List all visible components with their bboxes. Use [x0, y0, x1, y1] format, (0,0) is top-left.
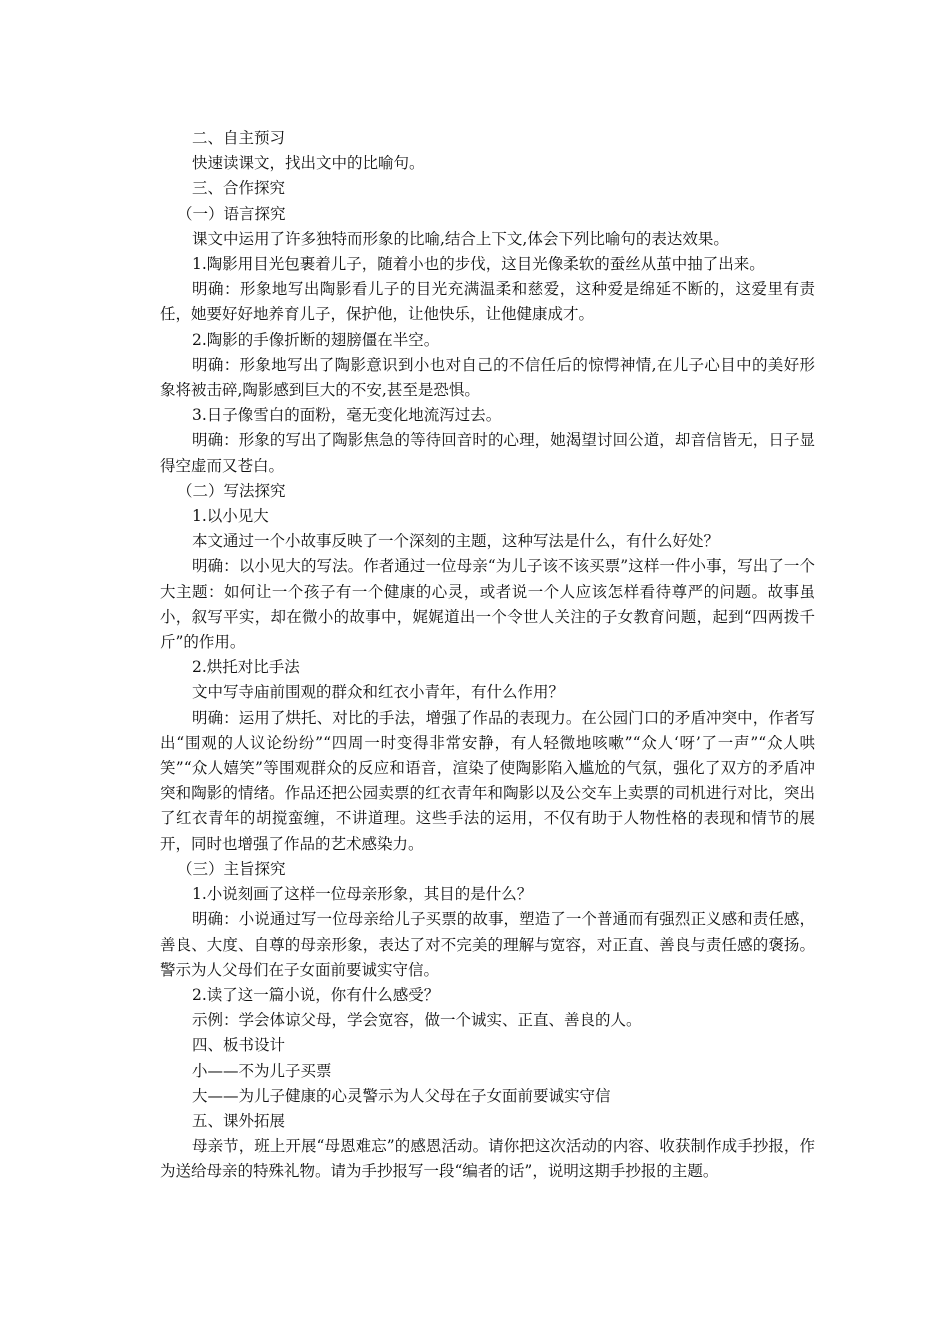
question-item: 2.陶影的手像折断的翅膀僵在半空。: [192, 330, 440, 349]
subsection-heading-writing: （二）写法探究: [177, 481, 286, 500]
paragraph: 本文通过一个小故事反映了一个深刻的主题，这种写法是什么，有什么好处？: [192, 532, 720, 551]
question-item: 2.烘托对比手法: [192, 658, 300, 677]
answer-paragraph: 明确：小说通过写一位母亲给儿子买票的故事，塑造了一个普通而有强烈正义感和责任感，善良、大度、自尊的母亲形象，表达了对不完美的理解与宽容，对正直、善良与责任感的褒扬。警示为人父母们在子女面前要诚实守信。: [160, 910, 815, 979]
board-line: 小——不为儿子买票: [192, 1061, 332, 1080]
paragraph: 快速读课文，找出文中的比喻句。: [192, 154, 425, 173]
example-paragraph: 示例：学会体谅父母，学会宽容，做一个诚实、正直、善良的人。: [192, 1011, 642, 1030]
section-heading-preview: 二、自主预习: [192, 129, 286, 147]
board-line: 大——为儿子健康的心灵警示为人父母在子女面前要诚实守信: [192, 1086, 611, 1105]
subsection-heading-language: （一）语言探究: [177, 204, 286, 223]
question-item: 1.小说刻画了这样一位母亲形象，其目的是什么？: [192, 885, 533, 904]
answer-paragraph: 明确：运用了烘托、对比的手法，增强了作品的表现力。在公园门口的矛盾冲突中，作者写出“围观的人议论纷纷”“四周一时变得非常安静，有人轻微地咳嗽”“众人‘呀’了一声”“众人哄笑”“众人嬉笑”等围观群众的反应和语音，渲染了使陶影陷入尴尬的气氛，强化了双方的矛盾冲突和陶影的情绪。作品还把公园卖票的红衣青年和陶影以及公交车上卖票的司机进行对比，突出了红衣青年的胡搅蛮缠，不讲道理。这些手法的运用，不仅有助于人物性格的表现和情节的展开，同时也增强了作品的艺术感染力。: [160, 708, 815, 853]
question-item: 1.以小见大: [192, 507, 269, 526]
question-item: 2.读了这一篇小说，你有什么感受？: [192, 985, 440, 1004]
subsection-heading-theme: （三）主旨探究: [177, 859, 286, 878]
paragraph: 文中写寺庙前围观的群众和红衣小青年，有什么作用？: [192, 683, 565, 702]
answer-paragraph: 明确：以小见大的写法。作者通过一位母亲“为儿子该不该买票”这样一件小事，写出了一个大主题：如何让一个孩子有一个健康的心灵，或者说一个人应该怎样看待尊严的问题。故事虽小，叙写平实，却在微小的故事中，娓娓道出一个令世人关注的子女教育问题，起到“四两拨千斤”的作用。: [160, 557, 815, 652]
answer-paragraph: 明确：形象地写出陶影看儿子的目光充满温柔和慈爱，这种爱是绵延不断的，这爱里有责任，她要好好地养育儿子，保护他，让他快乐，让他健康成才。: [160, 280, 815, 324]
paragraph: 课文中运用了许多独特而形象的比喻,结合上下文,体会下列比喻句的表达效果。: [192, 229, 729, 248]
question-item: 3.日子像雪白的面粉，毫无变化地流泻过去。: [192, 406, 502, 425]
paragraph: 母亲节，班上开展“母恩难忘”的感恩活动。请你把这次活动的内容、收获制作成手抄报，作为送给母亲的特殊礼物。请为手抄报写一段“编者的话”，说明这期手抄报的主题。: [160, 1137, 815, 1181]
section-heading-extension: 五、课外拓展: [192, 1111, 286, 1130]
answer-paragraph: 明确：形象地写出了陶影意识到小也对自己的不信任后的惊愕神情,在儿子心目中的美好形象将被击碎,陶影感到巨大的不安,甚至是恐惧。: [160, 355, 815, 400]
document-body: [160, 126, 815, 1185]
section-heading-cooperative-inquiry: 三、合作探究: [192, 179, 286, 198]
question-item: 1.陶影用目光包裹着儿子，随着小也的步伐，这目光像柔软的蚕丝从茧中抽了出来。: [192, 255, 765, 274]
section-heading-board-design: 四、板书设计: [192, 1036, 286, 1055]
answer-paragraph: 明确：形象的写出了陶影焦急的等待回音时的心理，她渴望讨回公道，却音信皆无，日子显得空虚而又苍白。: [160, 431, 815, 475]
